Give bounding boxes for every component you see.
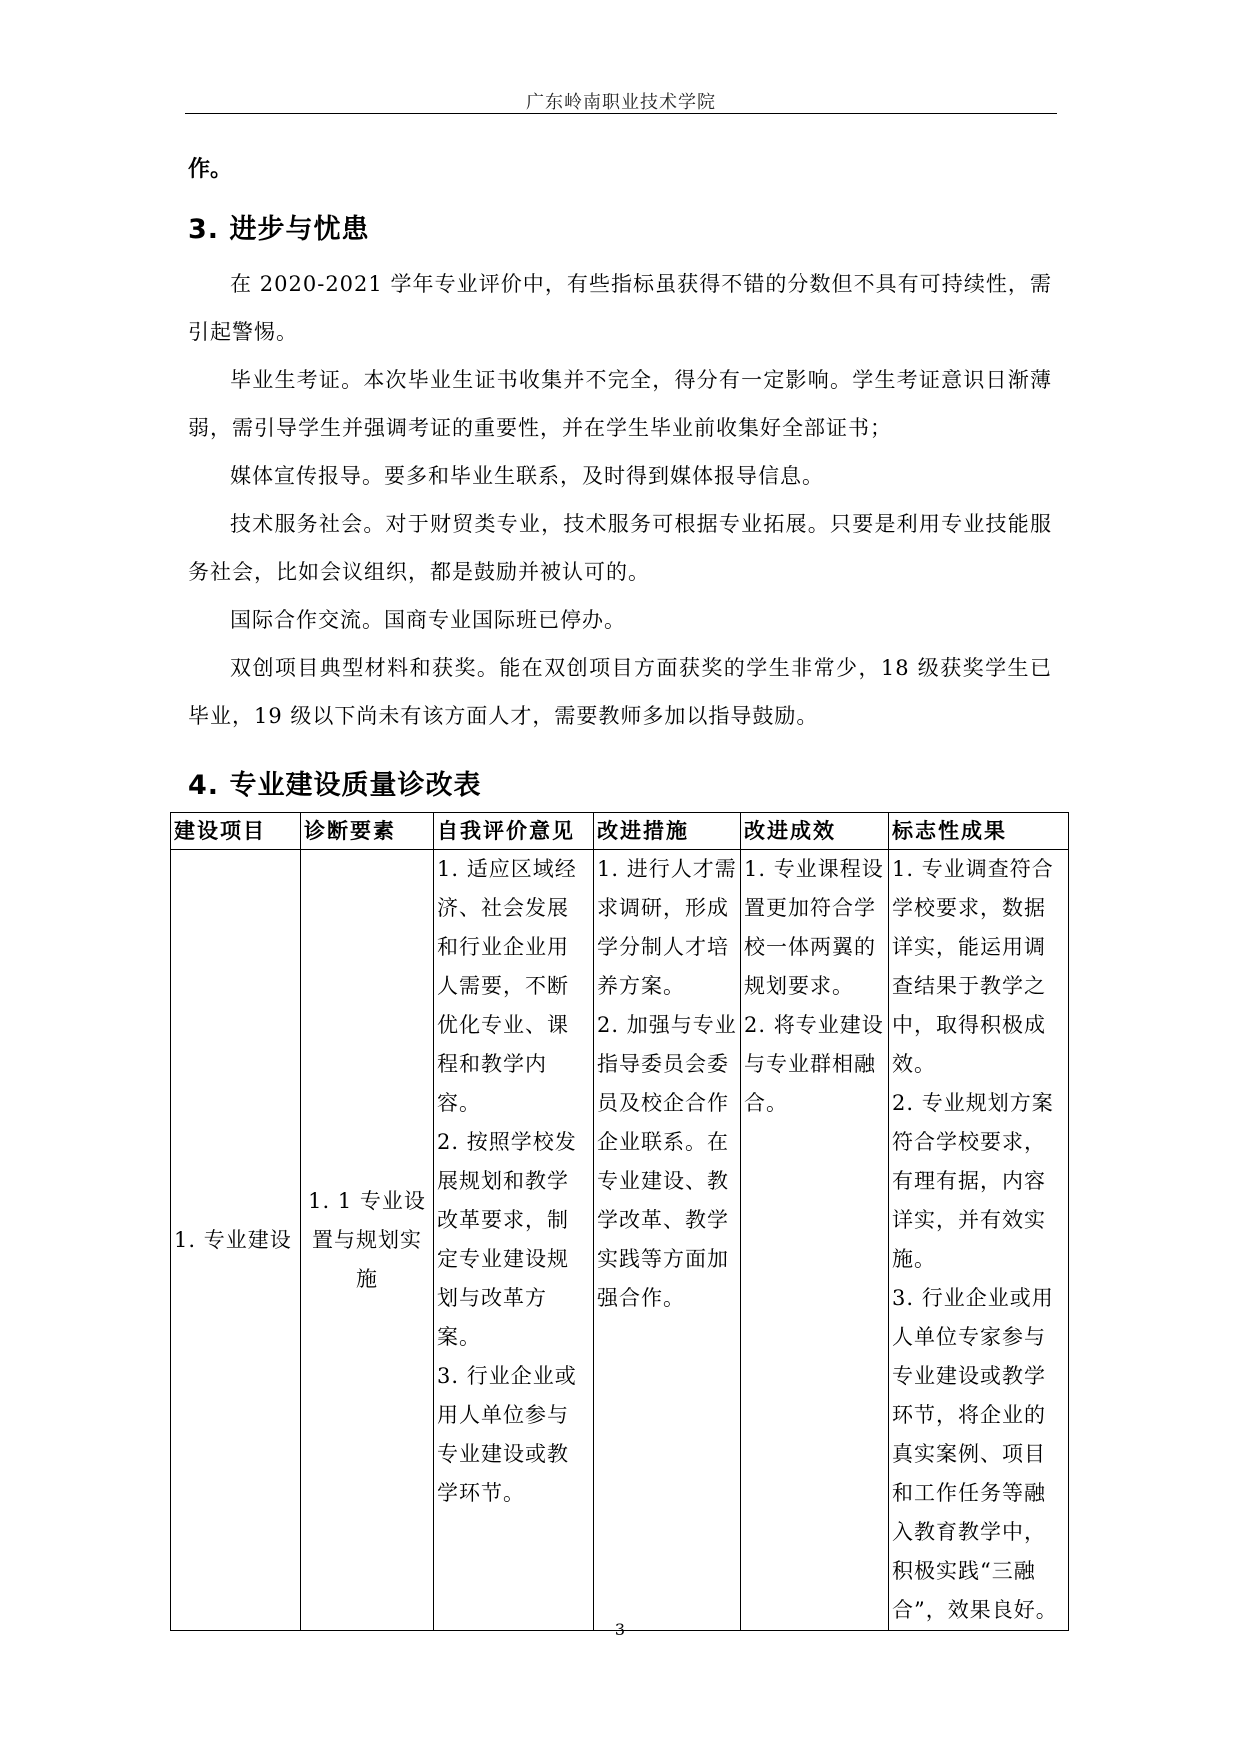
paragraph: 毕业生考证。本次毕业生证书收集并不完全，得分有一定影响。学生考证意识日渐薄弱，需引导学生并强调考证的重要性，并在学生毕业前收集好全部证书； <box>188 368 1052 440</box>
section-heading-table: 4. 专业建设质量诊改表 <box>188 770 482 801</box>
paragraph: 媒体宣传报导。要多和毕业生联系，及时得到媒体报导信息。 <box>230 464 824 488</box>
achievement-item: 3. 行业企业或用人单位专家参与专业建设或教学环节，将企业的真实案例、项目和工作任务等融入教育教学中，积极实践“三融合”，效果良好。 <box>892 1286 1058 1622</box>
cell-project: 1. 专业建设 <box>171 850 301 1631</box>
header-divider <box>185 113 1057 114</box>
self-eval-item: 2. 按照学校发展规划和教学改革要求，制定专业建设规划与改革方案。 <box>437 1130 577 1349</box>
cell-element: 1. 1 专业设置与规划实施 <box>301 850 434 1631</box>
table-row <box>171 850 1069 1631</box>
measure-item: 1. 进行人才需求调研，形成学分制人才培养方案。 <box>597 857 737 998</box>
achievement-item: 2. 专业规划方案符合学校要求，有理有据，内容详实，并有效实施。 <box>892 1091 1054 1271</box>
column-header: 诊断要素 <box>301 813 434 850</box>
effect-item: 1. 专业课程设置更加符合学校一体两翼的规划要求。 <box>744 857 884 998</box>
diagnosis-table <box>170 812 1069 1631</box>
paragraph: 双创项目典型材料和获奖。能在双创项目方面获奖的学生非常少，18 级获奖学生已毕业，19 级以下尚未有该方面人才，需要教师多加以指导鼓励。 <box>188 656 1052 728</box>
column-header: 标志性成果 <box>889 813 1069 850</box>
column-header: 改进成效 <box>741 813 889 850</box>
page-number: 3 <box>614 1620 626 1639</box>
column-header: 改进措施 <box>594 813 741 850</box>
continuation-text: 作。 <box>188 156 233 182</box>
self-eval-item: 1. 适应区域经济、社会发展和行业企业用人需要，不断优化专业、课程和教学内容。 <box>437 857 577 1115</box>
cell-achievements <box>889 850 1069 1631</box>
diagnosis-table-wrapper <box>170 812 1068 1631</box>
cell-self-evaluation <box>434 850 594 1631</box>
table-header-row <box>171 813 1069 850</box>
paragraph: 技术服务社会。对于财贸类专业，技术服务可根据专业拓展。只要是利用专业技能服务社会，比如会议组织，都是鼓励并被认可的。 <box>188 512 1052 584</box>
section-heading-progress: 3. 进步与忧患 <box>188 214 370 245</box>
column-header: 自我评价意见 <box>434 813 594 850</box>
paragraph: 国际合作交流。国商专业国际班已停办。 <box>230 608 626 632</box>
paragraph: 在 2020-2021 学年专业评价中，有些指标虽获得不错的分数但不具有可持续性，需引起警惕。 <box>188 272 1052 344</box>
achievement-item: 1. 专业调查符合学校要求，数据详实，能运用调查结果于教学之中，取得积极成效。 <box>892 857 1054 1076</box>
column-header: 建设项目 <box>171 813 301 850</box>
page-header: 广东岭南职业技术学院 <box>526 92 716 113</box>
cell-measures <box>594 850 741 1631</box>
measure-item: 2. 加强与专业指导委员会委员及校企合作企业联系。在专业建设、教学改革、教学实践等方面加强合作。 <box>597 1013 737 1310</box>
self-eval-item: 3. 行业企业或用人单位参与专业建设或教学环节。 <box>437 1364 577 1505</box>
document-body <box>188 140 1052 816</box>
cell-effects <box>741 850 889 1631</box>
effect-item: 2. 将专业建设与专业群相融合。 <box>744 1013 884 1115</box>
